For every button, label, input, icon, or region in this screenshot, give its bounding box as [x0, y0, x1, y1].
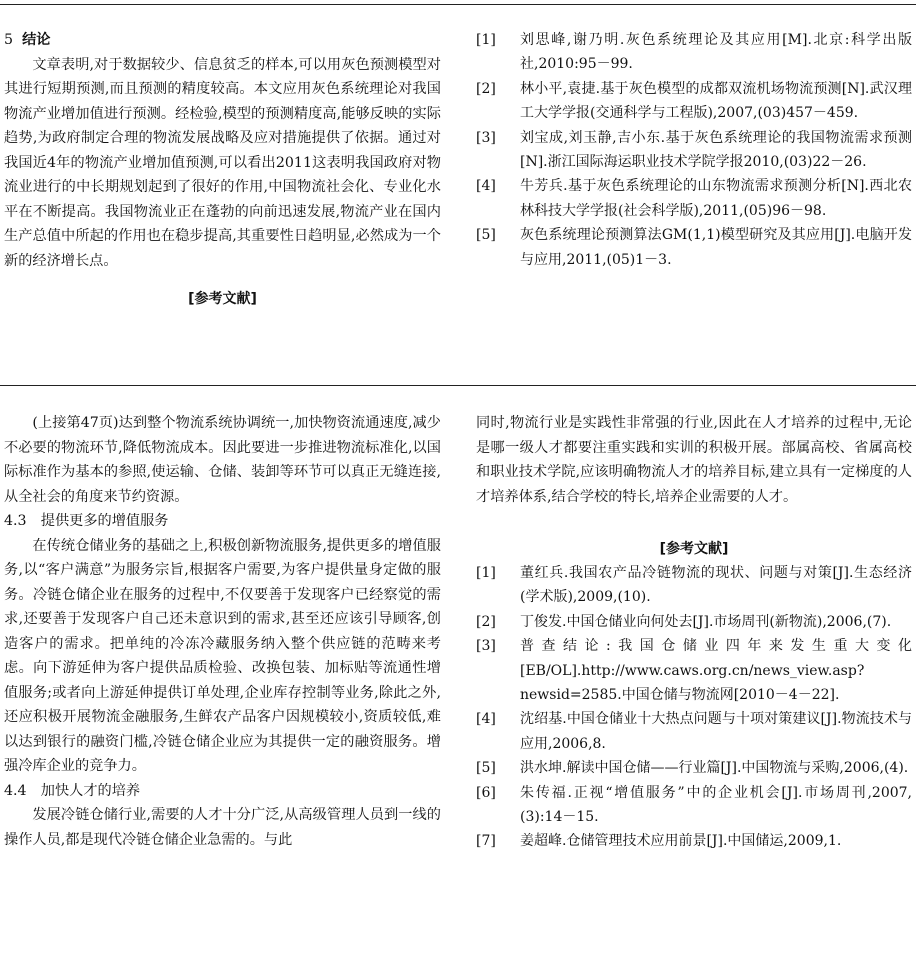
reference-item: [476, 829, 912, 853]
section-4-4-paragraph: 发展冷链仓储行业,需要的人才十分广泛,从高级管理人员到一线的操作人员,都是现代冷链仓储企业急需的。与此: [4, 807, 441, 848]
reference-item: [476, 174, 912, 223]
reference-text: 姜超峰.仓储管理技术应用前景[J].中国储运,2009,1.: [520, 833, 842, 850]
lower-reference-list: [476, 561, 912, 854]
reference-text: 刘宝成,刘玉静,吉小东.基于灰色系统理论的我国物流需求预测[N].浙江国际海运职业技术学院学报2010,(03)22－26.: [520, 129, 912, 171]
section-4-3-paragraph: 在传统仓储业务的基础之上,积极创新物流服务,提供更多的增值服务,以“客户满意”为服务宗旨,根据客户需要,为客户提供量身定做的服务。冷链仓储企业在服务的过程中,不仅要善于发现客户已经察觉的需求,还要善于发现客户自己还未意识到的需求,甚至还应该引导顾客,创造客户的需求。把单纯的冷冻冷藏服务纳入整个供应链的范畴来考虑。向下游延伸为客户提供品质检验、改换包装、加标贴等流通性增值服务;或者向上游延伸提供订单处理,企业库存控制等业务,除此之外,还应积极开展物流金融服务,生鲜农产品客户因规模较小,资质较低,难以达到银行的融资门槛,冷链仓储企业应为其提供一定的融资服务。增强冷库企业的竞争力。: [4, 537, 441, 774]
reference-item: [476, 28, 912, 77]
reference-number: [7]: [476, 833, 496, 850]
reference-number: [1]: [476, 32, 496, 48]
lower-right-column: [476, 411, 912, 854]
reference-item: [476, 77, 912, 126]
section-heading-conclusion: [4, 28, 441, 53]
reference-text: 朱传福.正视“增值服务”中的企业机会[J].市场周刊,2007,(3):14－15.: [520, 784, 912, 826]
lower-left-column: [4, 411, 441, 852]
reference-text: 林小平,袁捷.基于灰色模型的成都双流机场物流预测[N].武汉理工大学学报(交通科学与工程版),2007,(03)457－459.: [520, 80, 912, 122]
continued-paragraph: (上接第47页)达到整个物流系统协调统一,加快物资流通速度,减少不必要的物流环节,降低物流成本。因此要进一步推进物流标准化,以国际标准作为基本的参照,使运输、仓储、装卸等环节可以真正无缝连接,从全社会的角度来节约资源。: [4, 415, 441, 505]
reference-text: 洪水坤.解读中国仓储——行业篇[J].中国物流与采购,2006,(4).: [520, 760, 909, 777]
reference-number: [3]: [476, 129, 496, 146]
upper-left-column: [4, 28, 441, 311]
reference-item: [476, 561, 912, 610]
upper-references-title: [参考文献]: [188, 291, 257, 307]
reference-item: [476, 610, 912, 634]
section-heading-4-3: 4.3 提供更多的增值服务: [4, 513, 169, 529]
reference-number: [6]: [476, 784, 496, 801]
upper-reference-list: [476, 28, 912, 272]
reference-item: [476, 756, 912, 780]
section-number: 5: [4, 32, 14, 48]
continued-right-paragraph: 同时,物流行业是实践性非常强的行业,因此在人才培养的过程中,无论是哪一级人才都要注重实践和实训的积极开展。部属高校、省属高校和职业技术学院,应该明确物流人才的培养目标,建立具有一定梯度的人才培养体系,结合学校的特长,培养企业需要的人才。: [476, 415, 912, 505]
reference-number: [2]: [476, 80, 496, 97]
upper-right-column: [476, 28, 912, 272]
reference-number: [2]: [476, 613, 496, 630]
reference-text: 灰色系统理论预测算法GM(1,1)模型研究及其应用[J].电脑开发与应用,2011,(05)1－3.: [520, 227, 912, 268]
reference-item: [476, 126, 912, 175]
reference-number: [5]: [476, 227, 496, 244]
top-rule: [0, 4, 916, 5]
reference-text: 沈绍基.中国仓储业十大热点问题与十项对策建议[J].物流技术与应用,2006,8.: [520, 711, 912, 752]
reference-number: [1]: [476, 565, 496, 581]
reference-text: 普查结论:我国仓储业四年来发生重大变化[EB/OL].http://www.caws.org.cn/news_view.asp?newsid=2585.中国仓储与物流网[2010－4－22].: [520, 638, 912, 704]
section-title: 结论: [22, 32, 51, 48]
reference-item: [476, 781, 912, 830]
article-separator-rule: [0, 385, 916, 386]
reference-item: [476, 707, 912, 756]
conclusion-paragraph: 文章表明,对于数据较少、信息贫乏的样本,可以用灰色预测模型对其进行短期预测,而且预测的精度较高。本文应用灰色系统理论对我国物流产业增加值进行预测。经检验,模型的预测精度高,能够反映的实际趋势,为政府制定合理的物流发展战略及应对措施提供了依据。通过对我国近4年的物流产业增加值预测,可以看出2011这表明我国政府对物流业进行的中长期规划起到了很好的作用,中国物流社会化、专业化水平在不断提高。我国物流业正在蓬勃的向前迅速发展,物流产业在国内生产总值中所起的作用也在稳步提高,其重要性日趋明显,必然成为一个新的经济增长点。: [4, 56, 441, 269]
reference-text: 董红兵.我国农产品冷链物流的现状、问题与对策[J].生态经济(学术版),2009,(10).: [520, 565, 912, 606]
reference-number: [3]: [476, 638, 496, 655]
reference-number: [5]: [476, 760, 496, 777]
reference-text: 丁俊发.中国仓储业向何处去[J].市场周刊(新物流),2006,(7).: [520, 613, 892, 630]
reference-number: [4]: [476, 178, 496, 195]
reference-text: 牛芳兵.基于灰色系统理论的山东物流需求预测分析[N].西北农林科技大学学报(社会科学版),2011,(05)96－98.: [520, 178, 912, 219]
reference-item: [476, 634, 912, 707]
reference-text: 刘思峰,谢乃明.灰色系统理论及其应用[M].北京:科学出版社,2010:95－99.: [520, 32, 912, 73]
reference-number: [4]: [476, 711, 496, 728]
reference-item: [476, 223, 912, 272]
section-heading-4-4: 4.4 加快人才的培养: [4, 782, 141, 799]
lower-references-title: [参考文献]: [659, 541, 729, 557]
